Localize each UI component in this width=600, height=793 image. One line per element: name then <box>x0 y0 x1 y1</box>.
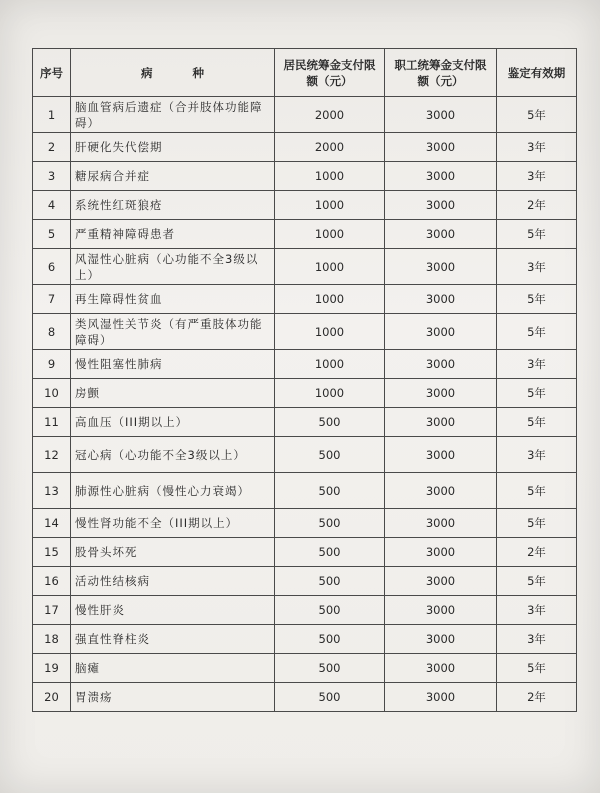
employee-limit: 3000 <box>385 285 497 314</box>
disease-name: 慢性阻塞性肺病 <box>71 350 275 379</box>
employee-limit: 3000 <box>385 191 497 220</box>
validity-period: 3年 <box>497 350 577 379</box>
header-seq: 序号 <box>33 49 71 97</box>
table-row <box>33 350 577 379</box>
row-number: 2 <box>33 133 71 162</box>
validity-period: 5年 <box>497 654 577 683</box>
resident-limit: 1000 <box>275 220 385 249</box>
row-number: 12 <box>33 437 71 473</box>
row-number: 8 <box>33 314 71 350</box>
employee-limit: 3000 <box>385 567 497 596</box>
disease-name: 高血压（III期以上） <box>71 408 275 437</box>
resident-limit: 500 <box>275 567 385 596</box>
disease-name: 股骨头坏死 <box>71 538 275 567</box>
row-number: 7 <box>33 285 71 314</box>
row-number: 3 <box>33 162 71 191</box>
employee-limit: 3000 <box>385 437 497 473</box>
disease-name: 冠心病（心功能不全3级以上） <box>71 437 275 473</box>
validity-period: 3年 <box>497 162 577 191</box>
employee-limit: 3000 <box>385 220 497 249</box>
table-row <box>33 473 577 509</box>
employee-limit: 3000 <box>385 314 497 350</box>
resident-limit: 1000 <box>275 379 385 408</box>
row-number: 9 <box>33 350 71 379</box>
row-number: 15 <box>33 538 71 567</box>
disease-name: 胃溃疡 <box>71 683 275 712</box>
employee-limit: 3000 <box>385 654 497 683</box>
header-disease-char-2: 种 <box>192 65 204 80</box>
resident-limit: 2000 <box>275 133 385 162</box>
disease-name: 活动性结核病 <box>71 567 275 596</box>
table-row <box>33 654 577 683</box>
table-row <box>33 249 577 285</box>
table-row <box>33 408 577 437</box>
table-row <box>33 625 577 654</box>
resident-limit: 1000 <box>275 350 385 379</box>
header-disease <box>71 49 275 97</box>
table-row <box>33 567 577 596</box>
table-row <box>33 220 577 249</box>
table-row <box>33 314 577 350</box>
validity-period: 3年 <box>497 596 577 625</box>
validity-period: 5年 <box>497 567 577 596</box>
disease-name: 严重精神障碍患者 <box>71 220 275 249</box>
validity-period: 5年 <box>497 97 577 133</box>
validity-period: 3年 <box>497 437 577 473</box>
validity-period: 2年 <box>497 191 577 220</box>
header-employee-limit: 职工统筹金支付限额（元） <box>385 49 497 97</box>
validity-period: 5年 <box>497 408 577 437</box>
resident-limit: 2000 <box>275 97 385 133</box>
disease-name: 再生障碍性贫血 <box>71 285 275 314</box>
table-row <box>33 133 577 162</box>
disease-name: 糖尿病合并症 <box>71 162 275 191</box>
resident-limit: 500 <box>275 509 385 538</box>
resident-limit: 500 <box>275 408 385 437</box>
row-number: 4 <box>33 191 71 220</box>
employee-limit: 3000 <box>385 683 497 712</box>
table-row <box>33 191 577 220</box>
resident-limit: 500 <box>275 654 385 683</box>
disease-name: 脑血管病后遗症（合并肢体功能障碍） <box>71 97 275 133</box>
employee-limit: 3000 <box>385 350 497 379</box>
row-number: 5 <box>33 220 71 249</box>
resident-limit: 500 <box>275 625 385 654</box>
validity-period: 3年 <box>497 625 577 654</box>
disease-name: 强直性脊柱炎 <box>71 625 275 654</box>
row-number: 18 <box>33 625 71 654</box>
validity-period: 5年 <box>497 509 577 538</box>
table-row <box>33 437 577 473</box>
resident-limit: 1000 <box>275 162 385 191</box>
row-number: 11 <box>33 408 71 437</box>
row-number: 19 <box>33 654 71 683</box>
validity-period: 3年 <box>497 133 577 162</box>
validity-period: 2年 <box>497 538 577 567</box>
header-resident-limit: 居民统筹金支付限额（元） <box>275 49 385 97</box>
table-row <box>33 596 577 625</box>
table-row <box>33 285 577 314</box>
employee-limit: 3000 <box>385 408 497 437</box>
validity-period: 3年 <box>497 249 577 285</box>
chronic-disease-table <box>32 48 577 712</box>
resident-limit: 500 <box>275 473 385 509</box>
table-row <box>33 509 577 538</box>
resident-limit: 1000 <box>275 285 385 314</box>
validity-period: 5年 <box>497 473 577 509</box>
employee-limit: 3000 <box>385 625 497 654</box>
row-number: 20 <box>33 683 71 712</box>
validity-period: 2年 <box>497 683 577 712</box>
employee-limit: 3000 <box>385 473 497 509</box>
validity-period: 5年 <box>497 379 577 408</box>
row-number: 10 <box>33 379 71 408</box>
employee-limit: 3000 <box>385 538 497 567</box>
table-row <box>33 97 577 133</box>
validity-period: 5年 <box>497 220 577 249</box>
resident-limit: 1000 <box>275 191 385 220</box>
disease-name: 类风湿性关节炎（有严重肢体功能障碍） <box>71 314 275 350</box>
table-row <box>33 538 577 567</box>
disease-name: 房颤 <box>71 379 275 408</box>
resident-limit: 500 <box>275 596 385 625</box>
row-number: 6 <box>33 249 71 285</box>
row-number: 13 <box>33 473 71 509</box>
validity-period: 5年 <box>497 285 577 314</box>
employee-limit: 3000 <box>385 249 497 285</box>
table-row <box>33 162 577 191</box>
table-row <box>33 683 577 712</box>
table-header-row <box>33 49 577 97</box>
disease-name: 脑瘫 <box>71 654 275 683</box>
employee-limit: 3000 <box>385 162 497 191</box>
resident-limit: 1000 <box>275 249 385 285</box>
row-number: 14 <box>33 509 71 538</box>
header-disease-char-1: 病 <box>141 65 153 80</box>
table-row <box>33 379 577 408</box>
header-validity: 鉴定有效期 <box>497 49 577 97</box>
row-number: 1 <box>33 97 71 133</box>
row-number: 16 <box>33 567 71 596</box>
row-number: 17 <box>33 596 71 625</box>
resident-limit: 1000 <box>275 314 385 350</box>
validity-period: 5年 <box>497 314 577 350</box>
employee-limit: 3000 <box>385 509 497 538</box>
disease-name: 风湿性心脏病（心功能不全3级以上） <box>71 249 275 285</box>
disease-name: 系统性红斑狼疮 <box>71 191 275 220</box>
employee-limit: 3000 <box>385 97 497 133</box>
resident-limit: 500 <box>275 683 385 712</box>
resident-limit: 500 <box>275 437 385 473</box>
disease-name: 肝硬化失代偿期 <box>71 133 275 162</box>
disease-name: 慢性肾功能不全（III期以上） <box>71 509 275 538</box>
employee-limit: 3000 <box>385 133 497 162</box>
employee-limit: 3000 <box>385 596 497 625</box>
table-body <box>33 97 577 712</box>
resident-limit: 500 <box>275 538 385 567</box>
employee-limit: 3000 <box>385 379 497 408</box>
disease-name: 慢性肝炎 <box>71 596 275 625</box>
disease-name: 肺源性心脏病（慢性心力衰竭） <box>71 473 275 509</box>
